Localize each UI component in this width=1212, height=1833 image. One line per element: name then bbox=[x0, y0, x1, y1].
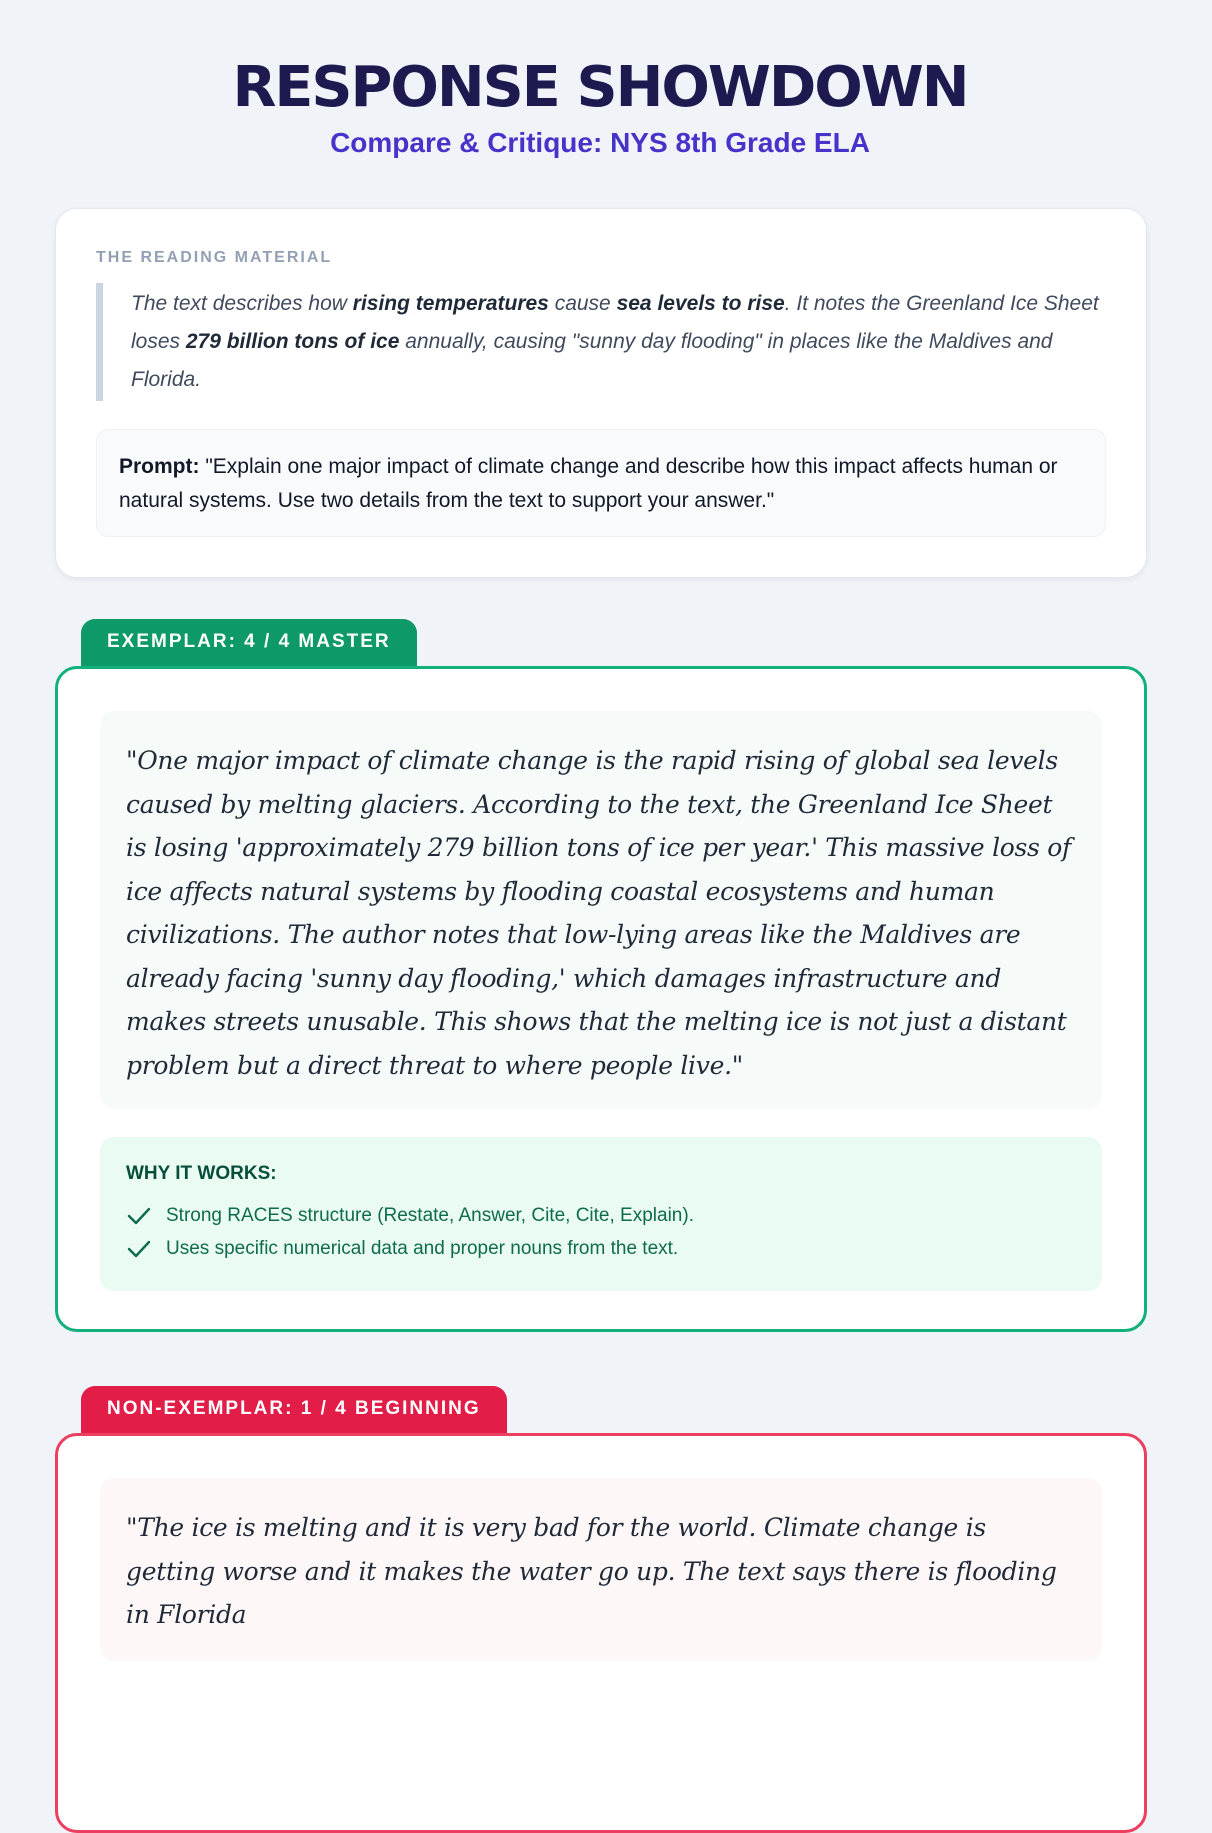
exemplar-answer: "One major impact of climate change is the rapid rising of global sea levels caused by melting glaciers. According to the text, the Greenland Ice Sheet is losing 'approximately 279 billion tons of ice per year.' This massive loss of ice affects natural systems by flooding coastal ecosystems and human civilizations. The author notes that low-lying areas like the Maldives are already facing 'sunny day flooding,' which damages infrastructure and makes streets unusable. This shows that the melting ice is not just a distant problem but a direct threat to where people live." bbox=[100, 711, 1102, 1109]
passage-text: . It notes the Greenland Ice Sheet loses bbox=[131, 292, 1099, 353]
passage-text: The text describes how bbox=[131, 292, 353, 315]
page-subtitle: Compare & Critique: NYS 8th Grade ELA bbox=[330, 127, 870, 158]
why-item-text: Strong RACES structure (Restate, Answer, Cite, Cite, Explain). bbox=[166, 1205, 694, 1226]
exemplar-card bbox=[55, 666, 1147, 1332]
list-item bbox=[126, 1199, 1076, 1232]
exemplar-score-tab: EXEMPLAR: 4 / 4 MASTER bbox=[81, 619, 417, 667]
passage-highlight: rising temperatures bbox=[352, 292, 549, 315]
passage-highlight: 279 billion tons of ice bbox=[185, 330, 400, 353]
non-exemplar-card bbox=[55, 1433, 1147, 1833]
prompt-label: Prompt: bbox=[119, 455, 200, 478]
passage-text: cause bbox=[548, 292, 617, 315]
why-it-works-title: WHY IT WORKS: bbox=[126, 1163, 277, 1184]
why-item-text: Uses specific numerical data and proper nouns from the text. bbox=[166, 1238, 679, 1259]
prompt-text: "Explain one major impact of climate change and describe how this impact affects human or natural systems. Use two details from the text to support your answer." bbox=[119, 455, 1058, 512]
passage-text: annually, causing "sunny day flooding" in places like the Maldives and Florida. bbox=[131, 330, 1053, 391]
non-exemplar-answer: "The ice is melting and it is very bad for the world. Climate change is getting worse and it makes the water go up. The text says there is flooding in Florida bbox=[100, 1478, 1102, 1661]
non-exemplar-score-tab: NON-EXEMPLAR: 1 / 4 BEGINNING bbox=[81, 1386, 507, 1434]
prompt-box bbox=[96, 429, 1106, 537]
reading-material-label: THE READING MATERIAL bbox=[96, 249, 333, 266]
list-item bbox=[126, 1232, 1076, 1265]
check-icon bbox=[126, 1239, 152, 1259]
reading-passage bbox=[96, 283, 1106, 401]
why-it-works-list bbox=[126, 1199, 1076, 1265]
why-it-works-box bbox=[100, 1137, 1102, 1291]
check-icon bbox=[126, 1206, 152, 1226]
page-title: RESPONSE SHOWDOWN bbox=[232, 55, 968, 120]
page-header bbox=[0, 0, 1200, 160]
reading-material-card bbox=[55, 208, 1147, 578]
passage-highlight: sea levels to rise bbox=[616, 292, 785, 315]
